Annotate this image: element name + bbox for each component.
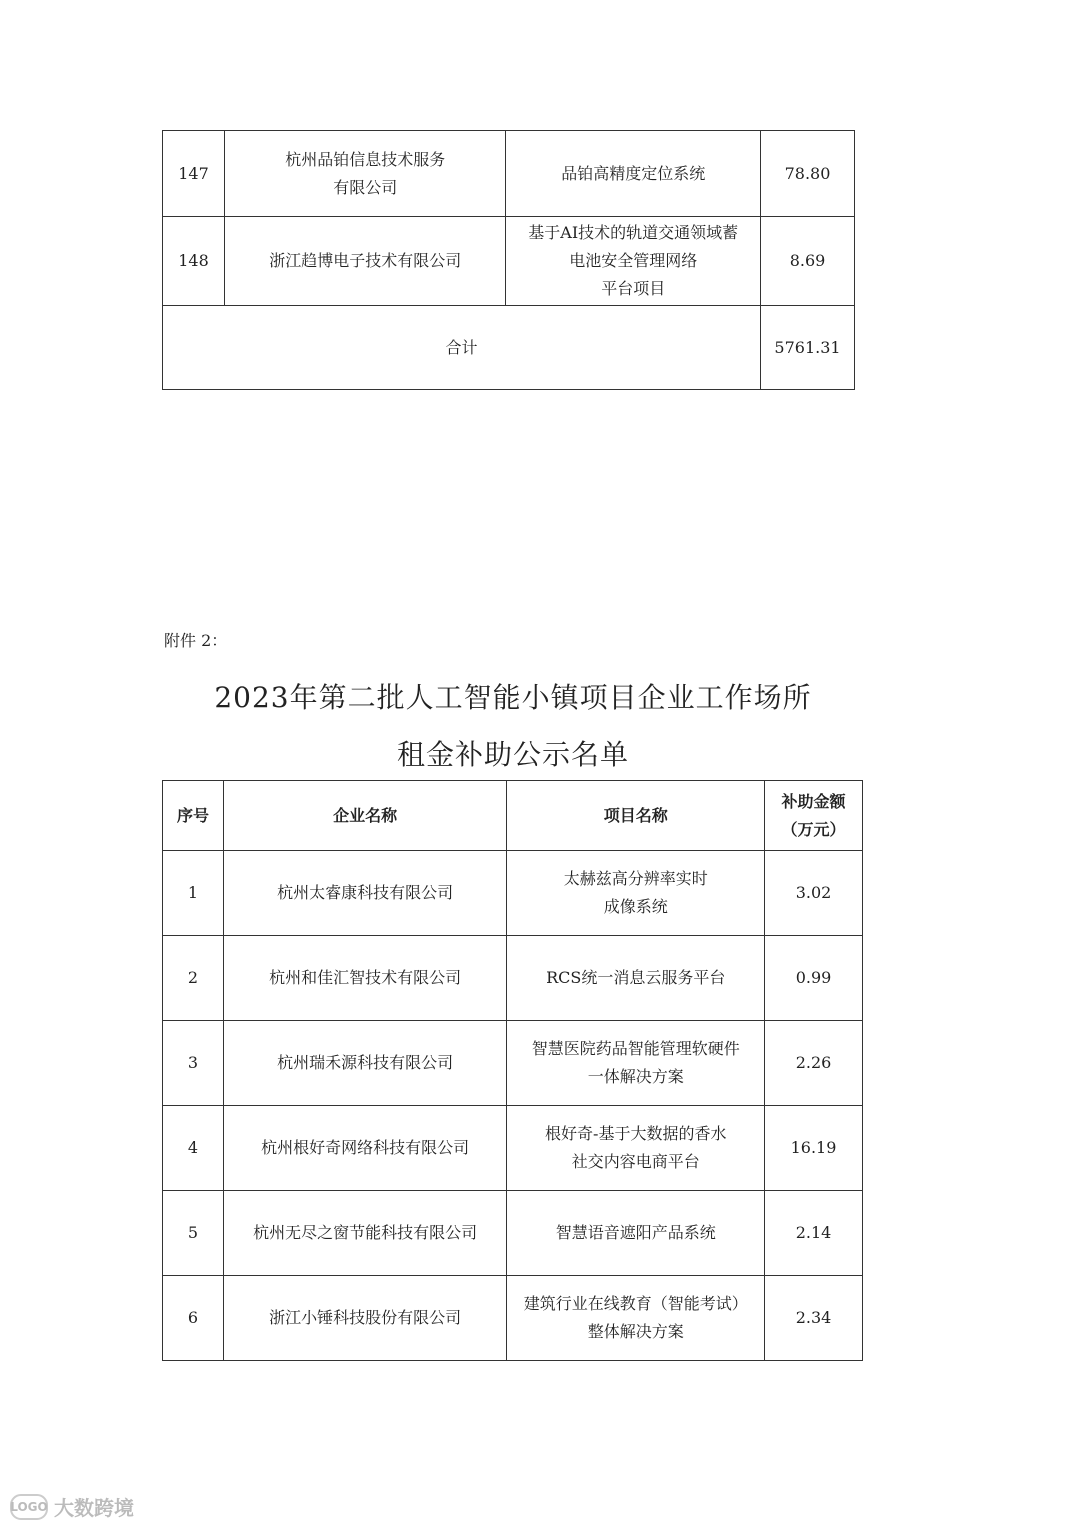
company-name: 杭州无尽之窗节能科技有限公司	[223, 1191, 507, 1276]
row-number: 5	[163, 1191, 224, 1276]
company-name: 杭州和佳汇智技术有限公司	[223, 936, 507, 1021]
row-number: 6	[163, 1276, 224, 1361]
project-name: 根好奇-基于大数据的香水 社交内容电商平台	[507, 1106, 765, 1191]
header-project: 项目名称	[507, 781, 765, 851]
company-name: 杭州瑞禾源科技有限公司	[223, 1021, 507, 1106]
subsidy-amount: 78.80	[761, 131, 855, 217]
company-name: 杭州太睿康科技有限公司	[223, 851, 507, 936]
company-name: 杭州品铂信息技术服务 有限公司	[224, 131, 506, 217]
header-amount: 补助金额 （万元）	[765, 781, 863, 851]
project-name: 智慧医院药品智能管理软硬件 一体解决方案	[507, 1021, 765, 1106]
project-name: 建筑行业在线教育（智能考试） 整体解决方案	[507, 1276, 765, 1361]
document-title: 2023年第二批人工智能小镇项目企业工作场所	[214, 681, 812, 714]
subsidy-amount: 2.26	[765, 1021, 863, 1106]
row-number: 148	[163, 217, 225, 306]
subsidy-amount: 2.14	[765, 1191, 863, 1276]
subsidy-table-continued	[162, 130, 855, 390]
company-name: 杭州根好奇网络科技有限公司	[223, 1106, 507, 1191]
row-number: 1	[163, 851, 224, 936]
table-header-row	[163, 781, 863, 851]
row-number: 4	[163, 1106, 224, 1191]
row-number: 3	[163, 1021, 224, 1106]
row-number: 147	[163, 131, 225, 217]
subsidy-list-table	[162, 780, 863, 1361]
table-row	[163, 1106, 863, 1191]
watermark-text: 大数跨境	[54, 1496, 134, 1520]
subsidy-amount: 0.99	[765, 936, 863, 1021]
project-name: 太赫兹高分辨率实时 成像系统	[507, 851, 765, 936]
company-name: 浙江趋博电子技术有限公司	[224, 217, 506, 306]
watermark-logo-icon: LOGO	[10, 1494, 48, 1520]
header-company: 企业名称	[223, 781, 507, 851]
table-row	[163, 1276, 863, 1361]
row-number: 2	[163, 936, 224, 1021]
subsidy-amount: 3.02	[765, 851, 863, 936]
total-value: 5761.31	[761, 306, 855, 390]
project-name: 品铂高精度定位系统	[506, 131, 761, 217]
total-row	[163, 306, 855, 390]
project-name: RCS统一消息云服务平台	[507, 936, 765, 1021]
watermark	[10, 1492, 134, 1521]
subsidy-amount: 16.19	[765, 1106, 863, 1191]
subsidy-amount: 8.69	[761, 217, 855, 306]
document-subtitle: 租金补助公示名单	[396, 738, 629, 771]
table-row	[163, 217, 855, 306]
table-row	[163, 936, 863, 1021]
subsidy-amount: 2.34	[765, 1276, 863, 1361]
header-number: 序号	[163, 781, 224, 851]
project-name: 基于AI技术的轨道交通领域蓄 电池安全管理网络 平台项目	[506, 217, 761, 306]
total-label: 合计	[163, 306, 761, 390]
table-row	[163, 131, 855, 217]
attachment-label: 附件 2：	[164, 631, 228, 650]
table-row	[163, 1191, 863, 1276]
company-name: 浙江小锤科技股份有限公司	[223, 1276, 507, 1361]
table-row	[163, 851, 863, 936]
project-name: 智慧语音遮阳产品系统	[507, 1191, 765, 1276]
table-row	[163, 1021, 863, 1106]
